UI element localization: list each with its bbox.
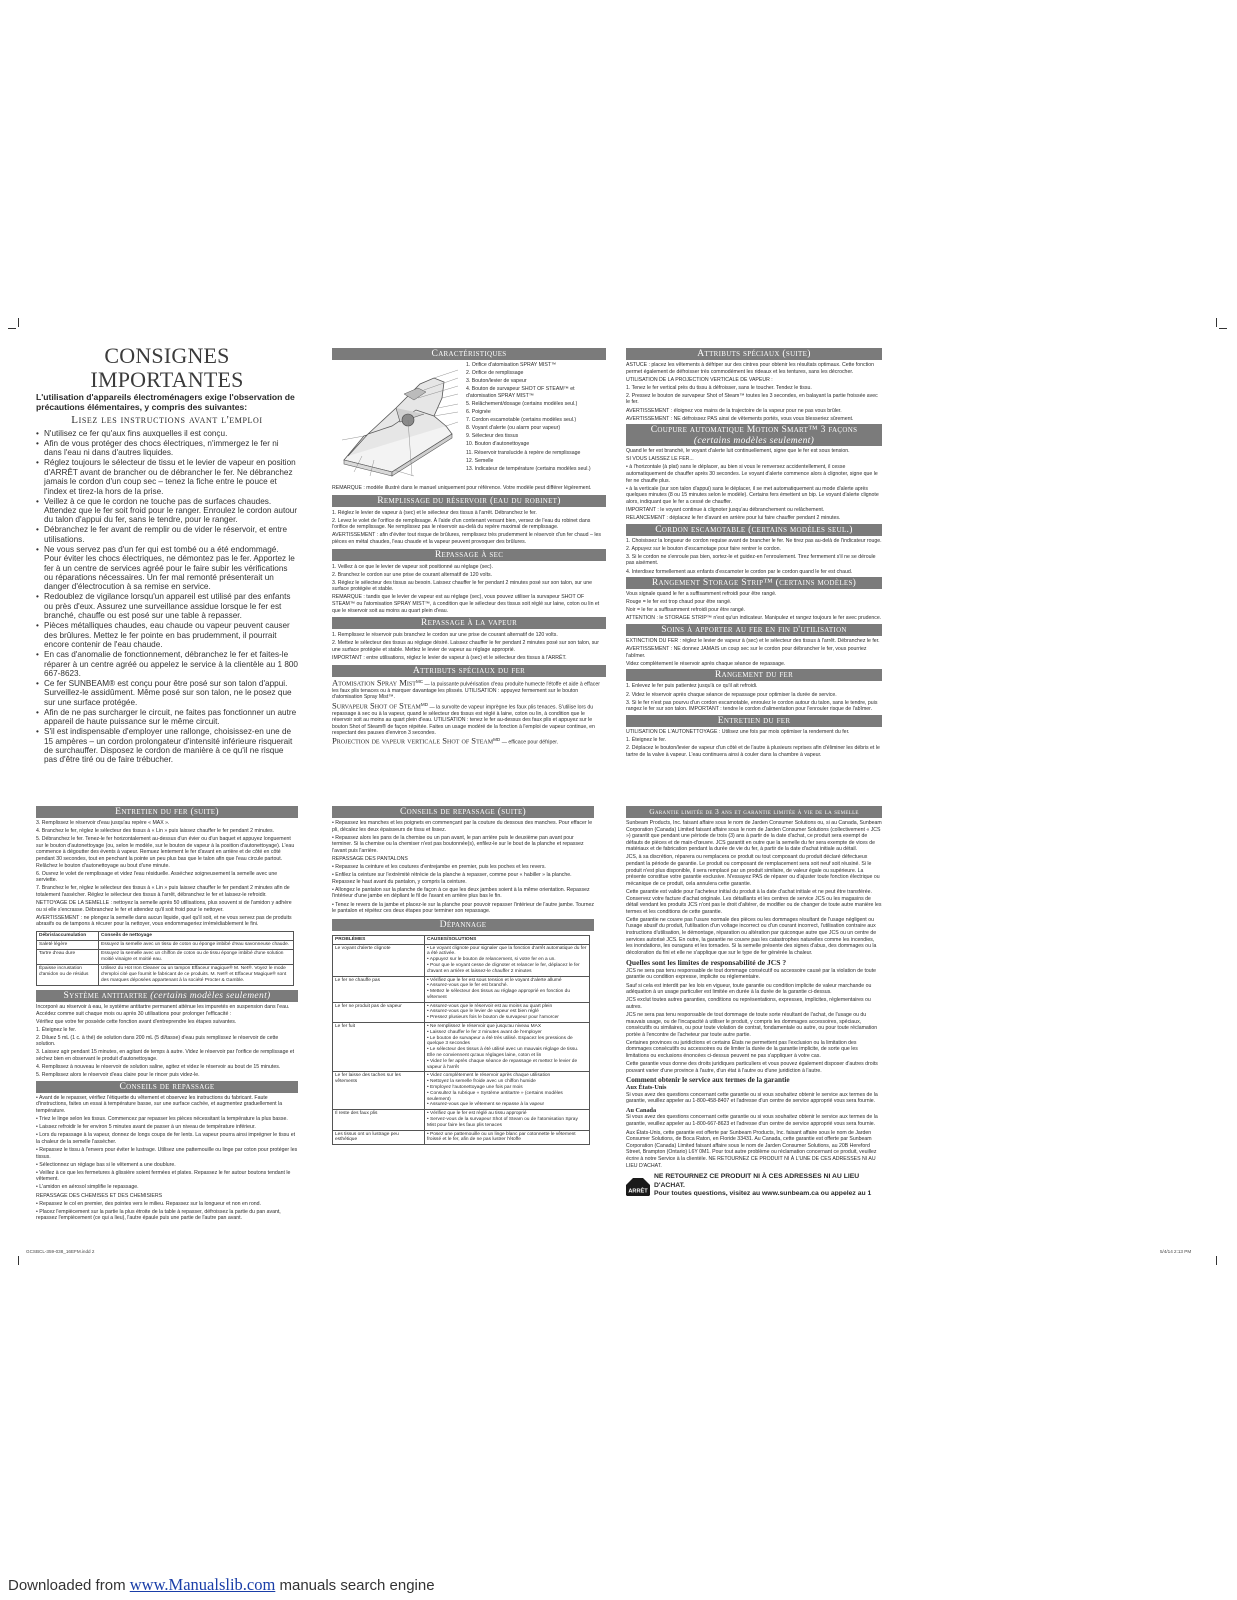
table-cell: Les tissus ont un lustrage peu esthétique — [333, 1130, 425, 1145]
right-column — [626, 348, 882, 760]
maint2-paragraph: 4. Branchez le fer, réglez le sélecteur des tissus à « Lin » puis laissez chauffer le fer pendant 2 minutes. — [36, 828, 275, 835]
maint-paragraph: 2. Déplacez le bouton/levier de vapeur d'un côté et de l'autre à plusieurs reprises afin d'éliminer les débris et le tartre de la valve à vapeur. L'eau continuera ainsi à couler dans la chambre à vapeur. — [626, 744, 880, 758]
crop-mark-top-right — [1216, 318, 1228, 330]
crop-mark-bottom-left — [8, 1256, 20, 1268]
stop-notice — [626, 1173, 882, 1196]
steam-paragraph: 1. Remplissez le réservoir puis branchez le cordon sur une prise de courant alternatif de 120 volts. — [332, 632, 558, 639]
manualslib-link[interactable]: www.Manualslib.com — [129, 1575, 276, 1594]
auto-off-text — [626, 448, 882, 521]
cord-paragraph: 2. Appuyez sur le bouton d'escamotage pour faire rentrer le cordon. — [626, 545, 781, 552]
fill-paragraph: AVERTISSEMENT : afin d'éviter tout risque de brûlures, remplissez très prudemment le réservoir d'un fer chaud – les pièces en métal chaudes, l'eau chaude et la vapeur peuvent provoquer des brûlures. — [332, 532, 601, 545]
dry-paragraph: 3. Réglez le sélecteur des tissus au besoin. Laissez chauffer le fer pendant 2 minutes posé sur son talon, sur une surface protégée et stable. — [332, 579, 593, 593]
warranty-header: Garantie limitée de 3 ans et garantie limitée à vie de la semelle — [626, 806, 882, 818]
trademark-sup: MC — [415, 678, 424, 684]
table-cell: Tartre d'eau dure — [37, 949, 99, 964]
tips-paragraph: • L'amidon en aérosol simplifie le repassage. — [36, 1184, 139, 1191]
table-cell: • Ne remplissez le réservoir que jusqu'au niveau MAX • Laissez chauffer le fer 2 minutes avant de l'employer • Le bouton de survapeur a été très utilisé. Espacez les pressions de quelque 3 secondes • Le sélecteur des tissus à été utilisé avec un mauvais réglage de tissu. Elle ne conviennent qu'aux réglages laine, coton et lin • Videz le fer après chaque séance de repassage et mettez le levier de vapeur à l'arrêt — [425, 1023, 590, 1072]
storage-paragraph: Rouge = le fer est trop chaud pour être rangé. — [626, 599, 732, 606]
store-paragraph: 2. Videz le réservoir après chaque séance de repassage pour optimiser la durée de service. — [626, 691, 837, 698]
care-paragraph: EXTINCTION DU FER : réglez le levier de vapeur à (sec) et le sélecteur des tissus à l'arrêt. Débranchez le fer. — [626, 638, 880, 645]
limits-text — [626, 968, 882, 1074]
table-cell: Il reste des faux plis — [333, 1110, 425, 1130]
print-slug-right: 5/4/14 2:13 PM — [1160, 1249, 1192, 1254]
tips-paragraph: • Sélectionnez un réglage bas si le vêtement a une doublure. — [36, 1161, 176, 1168]
cord-paragraph: 1. Choisissez la longueur de cordon requise avant de brancher le fer. Ne tirez pas au-delà de l'indicateur rouge. — [626, 537, 882, 544]
tips2-paragraph: • Repassez la ceinture et les coutures d'entrejambe en premier, puis les poches et les revers. — [332, 864, 546, 871]
ca-text: Si vous avez des questions concernant cette garantie ou si vous souhaitez obtenir le service aux termes de la garantie, veuillez appeler au 1-800-667-8623 et l'adresse d'un centre de service approprié vous sera fournie. — [626, 1114, 878, 1127]
fill-paragraph: 2. Levez le volet de l'orifice de remplissage. À l'aide d'un contenant versant bien, versez de l'eau du robinet dans l'orifice de remplissage. Ne remplissez pas le réservoir au-delà du repère maximal de remplissage. — [332, 517, 591, 531]
storage-paragraph: ATTENTION : le STORAGE STRIP™ n'est qu'un indicateur. Manipulez et rangez toujours le fer avec prudence. — [626, 615, 882, 622]
feature-item: 7. Cordon escamotable (certains modèles seul.) — [466, 417, 577, 424]
safety-item: • Veillez à ce que le cordon ne touche pas de surfaces chaudes. Attendez que le fer soit froid pour le ranger. Enroulez le cordon autour du talon d'appui du fer, sans le tendre, pour le ranger. — [36, 497, 298, 525]
features-header: Caractéristiques — [332, 348, 606, 360]
feature-item: 6. Poignée — [466, 409, 491, 416]
special2-paragraph: AVERTISSEMENT : NE défroissez PAS ainsi de vêtements portés, vous vous blesseriez sûrement. — [626, 415, 854, 422]
warranty-paragraph: JCS, à sa discrétion, réparera ou remplacera ce produit ou tout composant du produit déclaré défectueux pendant la période de garantie. Le produit ou composant de remplacement sera soit neuf soit réusiné. Si le produit n'est plus disponible, il sera remplacé par un produit similaire, de valeur égale ou supérieure. La présente constitue votre garantie exclusive. N'essayez PAS de réparer ou d'ajuster toute fonction électrique ou mécanique de ce produit, cela annulera cette garantie. — [626, 854, 880, 887]
table-cell: Le fer laisse des taches sur les vêtements — [333, 1072, 425, 1110]
crop-mark-bottom-right — [1216, 1256, 1228, 1268]
table-header-cell: Conseils de nettoyage — [99, 931, 294, 940]
table-header-cell: PROBLÈMES — [333, 935, 425, 944]
special2-header: Attributs spéciaux (suite) — [626, 348, 882, 360]
warranty-text — [626, 820, 882, 956]
trademark-sup: MD — [420, 701, 429, 707]
feature-item: 1. Orifice d'atomisation SPRAY MIST™ — [466, 362, 557, 368]
table-row — [37, 949, 294, 964]
special-feature-heading: Projection de vapeur verticale Shot of Steam — [332, 736, 494, 747]
dry-header: Repassage à sec — [332, 549, 606, 561]
auto-off-paragraph: • à l'horizontale (à plat) sans le déplacer, au bien si vous le renversez accidentellement, il cesse automatiquement de chauffer après 30 secondes. Le voyant d'alerte commence alors à clignoter, signe que le fer ne chauffe plus. — [626, 464, 878, 484]
service-title: Comment obtenir le service aux termes de la garantie — [626, 1075, 790, 1084]
safety-item: • En cas d'anomalie de fonctionnement, débranchez le fer et faites-le réparer à un centre agréé ou appelez le service à la clientèle au 1 800 667-8623. — [36, 650, 298, 678]
tips-text — [36, 1095, 298, 1222]
maint-paragraph: 1. Éteignez le fer. — [626, 736, 667, 743]
footer-suffix: manuals search engine — [275, 1577, 435, 1594]
maint2-paragraph: 6. Ouvrez le volet de remplissage et videz l'eau résiduelle. Asséchez soigneusement la semelle avec une serviette. — [36, 870, 278, 884]
special2-paragraph: 2. Pressez le bouton de survapeur Shot of Steam™ toutes les 3 secondes, en balayant la partie froissée avec le fer. — [626, 392, 878, 406]
table-cell: • Vérifiez que le fer est sous tension et le voyant d'alerte allumé • Assurez-vous que le fer est branché. • Mettez le sélecteur des tissus au réglage approprié en fonction du vêtement — [425, 976, 590, 1002]
storage-header: Rangement Storage Strip™ (certains modèles) — [626, 577, 882, 589]
maint2-paragraph: AVERTISSEMENT : ne plongez la semelle dans aucun liquide, quel qu'il soit, et ne vous servez pas de produits abrasifs ou de tampons à récurer pour la nettoyer, vous endommageriez irrémédiablement le fini. — [36, 914, 292, 928]
special2-text — [626, 362, 882, 422]
special-feature-text: — efficace pour défriper. — [500, 740, 559, 747]
safety-item: • Ne vous servez pas d'un fer qui est tombé ou a été endommagé. Pour éviter les chocs électriques, ne démontez pas le fer. Apportez le fer à un centre de services agréé pour le faire subir les vérifications ou réparations nécessaires. Un fer mal remonté présenterait un danger d'électrocution à sa remise en service. — [36, 545, 298, 592]
tips-paragraph: • Repassez le col en premier, des pointes vers le milieu. Repassez sur la longueur et non en rond. — [36, 1200, 261, 1207]
table-row — [37, 940, 294, 949]
store-paragraph: 1. Enlevez le fer puis patientez jusqu'à ce qu'il ait refroidi. — [626, 683, 758, 690]
features-list — [466, 362, 606, 474]
safety-item: • N'utilisez ce fer qu'aux fins auxquelles il est conçu. — [36, 429, 298, 438]
tips2-header: Conseils de repassage (suite) — [332, 806, 594, 818]
care-header: Soins à apporter au fer en fin d'utilisation — [626, 624, 882, 636]
fill-header: Remplissage du réservoir (eau du robinet) — [332, 495, 606, 507]
safety-item: • Ce fer SUNBEAM® est conçu pour être posé sur son talon d'appui. Surveillez-le assidûment. Même posé sur son talon, ne le posez que sur une surface protégée. — [36, 679, 298, 707]
feature-item: 5. Relâchement/dosage (certains modèles seul.) — [466, 400, 578, 407]
special-features — [332, 679, 606, 747]
table-row — [37, 964, 294, 985]
crop-mark-top-left — [8, 318, 20, 330]
cord-paragraph: 3. Si le cordon ne s'enroule pas bien, sortez-le et guidez-en l'enroulement. Tirez fermement s'il ne se déroule pas aisément. — [626, 553, 876, 567]
cord-paragraph: 4. Interdisez formellement aux enfants d'escamoter le cordon par le cordon quand le fer est chaud. — [626, 568, 853, 575]
storage-paragraph: Noir = le fer a suffisamment refroidi pour être rangé. — [626, 607, 746, 614]
anticalc-paragraph: Vérifiez que votre fer possède cette fonction avant d'entreprendre les étapes suivantes. — [36, 1018, 237, 1025]
tips-paragraph: • Triez le linge selon les tissus. Commencez par repasser les pièces nécessitant la température la plus basse. — [36, 1116, 288, 1123]
feature-item: 12. Semelle — [466, 457, 494, 464]
feature-item: 13. Indicateur de température (certains modèles seul.) — [466, 465, 591, 472]
auto-off-paragraph: RELANCEMENT : déplacez le fer d'avant en arrière pour lui faire chauffer pendant 2 minutes. — [626, 515, 841, 522]
safety-item: • Pièces métalliques chaudes, eau chaude ou vapeur peuvent causer des brûlures. Mettez le fer pointe en bas prudemment, il pourrait encore contenir de l'eau chaude. — [36, 621, 298, 649]
special2-paragraph: 1. Tenez le fer vertical près du tissu à défroisser, sans le toucher. Tendez le tissu. — [626, 384, 812, 391]
special-feature-heading: Survapeur Shot of Steam — [332, 700, 421, 711]
table-cell: • Le voyant clignote pour signaler que la fonction d'arrêt automatique du fer a été activée. • Appuyez sur le bouton de relancement, si votre fer en a un. • Pour que le voyant cesse de clignoter et relancer le fer, déplacez le fer d'avant en arrière et laissez-le chauffer 2 minutes — [425, 944, 590, 976]
anticalc-paragraph: Incorporé au réservoir à eau, le système antitartre permanent atténue les impuretés en suspension dans l'eau. Accédez comme suit chaque mois ou après 30 utilisations pour prolonger l'efficacité : — [36, 1003, 290, 1017]
bottom-middle-column — [332, 806, 594, 1186]
care-text — [626, 638, 882, 667]
tips2-paragraph: • Tenez le revers de la jambe et placez-le sur la planche pour pouvoir repasser l'intérieur de l'autre jambe. Tournez le pantalon et répétez ces deux étapes pour terminer son repassage. — [332, 901, 594, 915]
iron-illustration — [334, 364, 462, 482]
special-header: Attributs spéciaux du fer — [332, 665, 606, 677]
limits-paragraph: JCS ne sera pas tenu responsable de tout dommage de toute sorte résultant de l'achat, de l'usage ou du mauvais usage, ou de l'incapacité à utiliser le produit, y compris les dommages accessoires, spéciaux, consécutifs ou similaires, ou pour toute violation de contrat, fondamentale ou autre, ou pour toute réclamation portée à l'encontre de l'acheteur par toute autre partie. — [626, 1011, 878, 1038]
table-row — [333, 1110, 590, 1130]
limits-paragraph: Certaines provinces ou juridictions et certains États ne permettent pas l'exclusion ou la limitation des dommages consécutifs ou accessoires ou de limiter la durée de la garantie implicite, de sorte que les limitations ou exclusions énoncées ci-dessus peuvent ne pas s'appliquer à votre cas. — [626, 1039, 858, 1059]
table-cell: Essuyez la semelle avec un chiffon de coton ou de tissu éponge imbibé d'une solution moitié vinaigre et moitié eau. — [99, 949, 294, 964]
limits-paragraph: JCS exclut toutes autres garanties, conditions ou représentations, expresses, implicites, réglementaires ou autres. — [626, 997, 871, 1010]
left-column — [36, 344, 298, 764]
anticalc-text — [36, 1004, 298, 1079]
trademark-sup: MD — [493, 737, 501, 743]
special2-paragraph: UTILISATION DE LA PROJECTION VERTICALE DE VAPEUR : — [626, 376, 773, 383]
maint2-paragraph: 3. Remplissez le réservoir d'eau jusqu'au repère « MAX ». — [36, 820, 170, 826]
svg-text:ARRÊT: ARRÊT — [628, 1188, 648, 1195]
dry-paragraph: 2. Branchez le cordon sur une prise de courant alternatif de 120 volts. — [332, 571, 493, 578]
table-cell: Épaisse incrustation d'amidon ou de résidus — [37, 964, 99, 985]
tips-paragraph: • Lors du repassage à la vapeur, donnez de longs coups de fer lents. La vapeur pourra ainsi imprégner le tissu et la chaleur de la semelle l'assécher. — [36, 1132, 296, 1145]
tips-paragraph: • Avant de le repasser, vérifiez l'étiquette du vêtement et observez les instructions du fabricant. Faute d'instructions, faites un essai à température basse, sur une surface cachée, et augmentez graduellement la température. — [36, 1094, 283, 1115]
bottom-right-column — [626, 806, 882, 1196]
anticalc-paragraph: 4. Remplissez à nouveau le réservoir de solution saline, agitez et videz le réservoir au bout de 15 minutes. — [36, 1064, 281, 1071]
tips-paragraph: • Placez l'empiècement sur la partie la plus étroite de la table à repasser, défroissez la partie du pan avant, repassez l'empiècement (ce qui a lieu), l'autre épaule puis une partie de l'autre pan avant. — [36, 1208, 281, 1222]
intro-text: L'utilisation d'appareils électroménagers exige l'observation de précautions élémentaires, y compris des suivantes: — [36, 392, 295, 412]
limits-paragraph: Cette garantie vous donne des droits juridiques particuliers et vous pouvez également disposer d'autres droits pouvant varier d'une province à l'autre, d'un état à l'autre ou d'une juridiction à l'autre. — [626, 1061, 878, 1074]
tips2-text — [332, 820, 594, 915]
safety-item: • S'il est indispensable d'employer une rallonge, choisissez-en une de 15 ampères – un cordon prolongateur d'intensité inférieure risquerait de surchauffer. Disposez le cordon de manière à ce qu'il ne risque pas d'être tiré ou de faire trébucher. — [36, 727, 298, 764]
feature-item: 10. Bouton d'autonettoyage — [466, 441, 530, 448]
tips2-paragraph: REPASSAGE DES PANTALONS — [332, 855, 408, 862]
maint-paragraph: UTILISATION DE L'AUTONETTOYAGE : Utilisez une fois par mois optimiser la rendement du fer. — [626, 728, 850, 735]
warranty-paragraph: Cette garantie est valide pour l'acheteur initial du produit à la date d'achat initiale et ne peut être transférée. Conservez votre facture d'achat originale. Les détaillants et les centres de service JCS ou les magasins de détail vendant les produits JCS n'ont pas le droit d'altérer, de modifier ou de changer de toute autre manière les termes et les conditions de cette garantie. — [626, 888, 882, 915]
auto-off-paragraph: IMPORTANT : le voyant continue à clignoter jusqu'au débranchement ou relâchement. — [626, 507, 825, 513]
auto-off-paragraph: • à la verticale (sur son talon d'appui) sans le déplacer, il se met automatiquement au mode d'alerte après quelques minutes (8 ou 15 minutes selon le modèle). Certains fers émettent un bip. Le voyant d'alerte clignote alors, indiquant que le fer a cessé de chauffer. — [626, 485, 879, 505]
tips2-paragraph: • Allongez le pantalon sur la planche de façon à ce que les deux jambes soient à la même orientation. Repassez l'intérieur d'une jambe en dépliant le fil de l'avant en arrière plus bas le fin. — [332, 886, 590, 900]
table-cell: • Videz complètement le réservoir après chaque utilisation • Nettoyez la semelle froide avec un chiffon humide • Employez l'autonettoyage une fois par mois • Consultez la rubrique « Système antitartre » (certains modèles seulement) • Assurez-vous que le vêtement se repasse à la vapeur — [425, 1072, 590, 1110]
page-title: CONSIGNES IMPORTANTES — [90, 344, 244, 392]
tips2-paragraph: • Enfilez la ceinture sur l'extrémité rétrécie de la planche à repasser, comme pour « habiller » la planche. Repassez le haut avant du pantalon, y compris la ceinture. — [332, 872, 572, 885]
tips-header: Conseils de repassage — [36, 1081, 298, 1093]
ca-title: Au Canada — [626, 1106, 657, 1114]
maint-header: Entretien du fer — [626, 715, 882, 727]
table-row — [333, 1130, 590, 1145]
trouble-header: Dépannage — [332, 919, 594, 931]
special2-paragraph: AVERTISSEMENT : éloignez vos mains de la trajectoire de la vapeur pour ne pas vous brûler. — [626, 407, 842, 414]
maint-text — [626, 729, 882, 758]
feature-item: 11. Réservoir translucide à repère de remplissage — [466, 449, 581, 456]
safety-item: • Afin de ne pas surcharger le circuit, ne faites pas fonctionner un autre appareil de haute puissance sur le même circuit. — [36, 708, 298, 727]
table-header-row — [333, 935, 590, 944]
special-feature-item — [332, 702, 606, 737]
tips-paragraph: • Repassez le tissu à l'envers pour éviter le lustrage. Utilisez une pattemouille ou linge par coton pour protéger les tissus. — [36, 1147, 298, 1160]
table-row — [333, 1023, 590, 1072]
feature-item: 2. Orifice de remplissage — [466, 370, 524, 377]
cleaning-table — [36, 931, 294, 986]
limits-paragraph: JCS ne sera pas tenu responsable de tout dommage consécutif ou accessoire causé par la violation de toute garantie ou condition expresse, implicite ou réglementaire. — [626, 967, 877, 981]
special-feature-text: — la survolte de vapeur imprègne les faux plis tenaces. S'utilise lors du repassage à sec ou à la vapeur, quand le sélecteur des tissus est réglé à laine, coton ou lin, à condition que le réservoir soit au moins au quart plein d'eau. UTILISATION : tenez le fer au-dessus des faux plis et appuyez sur le bouton Shot of Steam® de façon répétée. Faites un usage modéré de la fonction à l'emploi de vapeur continue, en respectant des pauses d'environ 3 secondes. — [332, 704, 595, 736]
maint2-text — [36, 820, 298, 928]
steam-text — [332, 632, 606, 661]
model-remark: REMARQUE : modèle illustré dans le manuel uniquement pour référence. Votre modèle peut différer légèrement. — [332, 485, 592, 491]
tips2-paragraph: • Repassez les manches et les poignets en commençant par la couture du dessous des manches. Pour effacer le pli, décalez les deux épaisseurs de tissu et lissez. — [332, 820, 593, 833]
dry-paragraph: REMARQUE : tandis que le levier de vapeur est au réglage (sec), vous pouvez utiliser la survapeur SHOT OF STEAM™ ou l'atomisation SPRAY MIST™, à condition que le sélecteur des tissus soit réglé sur laine, coton ou lin et que le réservoir soit au moins au quart plein d'eau. — [332, 594, 600, 614]
storage-paragraph: Vous signale quand le fer a suffisamment refroidi pour être rangé. — [626, 591, 777, 598]
troubleshooting-table — [332, 935, 590, 1146]
table-cell: • Posez une pattemouille ou un linge blanc par cotonnette le vêtement froissé et le fer, afin de ne pas lustrer l'étoffe — [425, 1130, 590, 1145]
fill-paragraph: 1. Réglez le levier de vapeur à (sec) et le sélecteur des tissus à l'arrêt. Débranchez le fer. — [332, 509, 537, 516]
anticalc-paragraph: 5. Remplissez alors le réservoir d'eau claire pour le rincer puis videz-le. — [36, 1072, 200, 1079]
special-feature-item — [332, 679, 606, 701]
dry-text — [332, 564, 606, 615]
steam-header: Repassage à la vapeur — [332, 617, 606, 629]
table-cell: • Assurez-vous que le réservoir est au moins au quart plein • Assurez-vous que le levier de vapeur est bien réglé • Pressez plusieurs fois le bouton de survapeur pour l'amorcer — [425, 1002, 590, 1022]
safety-item: • Réglez toujours le sélecteur de tissu et le levier de vapeur en position d'ARRÊT avant de brancher ou de débrancher le fer. Ne débranchez jamais le cordon d'un coup sec – tenez la fiche entre le pouce et l'index et tirez-la hors de la prise. — [36, 458, 298, 496]
tips-paragraph: • Laissez refroidir le fer environ 5 minutes avant de passer à un niveau de température inférieur. — [36, 1124, 256, 1131]
table-cell: • Vérifiez que le fer est réglé au tissu approprié • Servez-vous de la survapeur Shot of Steam ou de l'atomisation Spray Mist pour faire les faux plis tenaces — [425, 1110, 590, 1130]
cord-text — [626, 538, 882, 575]
fill-text — [332, 510, 606, 546]
table-cell: Le fer ne chauffe pas — [333, 976, 425, 1002]
anticalc-paragraph: 3. Laissez agir pendant 15 minutes, en agitant de temps à autre. Videz le réservoir par l'orifice de remplissage et séchez bien en observant le produit d'autonettoyage. — [36, 1049, 295, 1063]
store-text — [626, 683, 882, 712]
table-row — [333, 1072, 590, 1110]
warranty-paragraph: Cette garantie ne couvre pas l'usure normale des pièces ou les dommages résultant de l'usage négligent ou l'usage abusif du produit, l'utilisation d'un voltage incorrect ou d'un courant incorrect, l'utilisation contraire aux instructions d'utilisation, le démontage, réparation ou altération par quiconque autre que JCS ou un centre de services autorisé JCS. En outre, la garantie ne couvre pas les catastrophes naturelles comme les incendies, les inondations, les ouragans et les tornades. Si la semelle présente des signes d'abus, des dommages ou la décoloration du fini et elle ne s'applique que sur le type de fer générée la chaleur. — [626, 916, 877, 956]
steam-paragraph: 2. Mettez le sélecteur des tissus au réglage désiré. Laissez chauffer le fer pendant 2 minutes posé sur son talon, sur une surface protégée et stable. Mettez le levier de vapeur au réglage approprié. — [332, 640, 599, 653]
feature-item: 4. Bouton de survapeur SHOT OF STEAM™ et d'atomisation SPRAY MIST™ — [466, 386, 575, 399]
tips2-paragraph: • Repassez alors les pans de la chemise ou un pan avant, le pan arrière puis le deuxième pan avant pour terminer. Si la chemise ou la chemiser n'est pas boutonnée(s), enfilez-le sur le bout de la planche et repassez l'avant puis l'arrière. — [332, 834, 584, 854]
special-feature-heading: Atomisation Spray Mist — [332, 677, 416, 688]
maint2-header: Entretien du fer (suite) — [36, 806, 298, 818]
footer-prefix: Downloaded from — [8, 1577, 130, 1594]
middle-column — [332, 348, 606, 760]
auto-off-paragraph: SI VOUS LAISSEZ LE FER... — [626, 456, 694, 463]
bottom-left-column — [36, 806, 298, 1226]
limits-title: Quelles sont les limites de responsabilité de JCS ? — [626, 957, 787, 967]
anticalc-paragraph: 1. Éteignez le fer. — [36, 1026, 77, 1033]
table-row — [333, 944, 590, 976]
maint2-paragraph: NETTOYAGE DE LA SEMELLE : nettoyez la semelle après 50 utilisations, plus souvent si de l'amidon y adhère ou si elle s'encrasse. Débranchez le fer et attendez qu'il soit froid pour le nettoyer. — [36, 900, 292, 913]
anticalc-header: Système antitartre (certains modèles seulement) — [36, 990, 298, 1002]
download-footer — [8, 1575, 435, 1595]
special-feature-item — [332, 737, 606, 746]
table-cell: Utilisez du Hot Iron Cleaner ou un tampon Effaceur magique® M. Net®. Voyez le mode d'emploi cité que fournit le fabricant de ce produits. M. Net® et Effaceur Magique® sont des marques déposées appartenant à la société Procter & Gamble. — [99, 964, 294, 985]
table-row — [333, 1002, 590, 1022]
safety-item: • Redoublez de vigilance lorsqu'un appareil est utilisé par des enfants ou près d'eux. Assurez une surveillance assidue lorsque le fer est branché, chauffe ou est posé sur une table à repasser. — [36, 592, 298, 620]
stop-line-1: NE RETOURNEZ CE PRODUIT NI À CES ADRESSES NI AU LIEU D'ACHAT. — [654, 1173, 860, 1189]
limits-paragraph: Sauf si cela est interdit par les lois en vigueur, toute garantie ou condition implicite de valeur marchande ou adéquation à un usage particulier est limitée en durée à la durée de la garantie ci-dessus. — [626, 982, 872, 996]
auto-off-header: Coupure automatique Motion Smart™ 3 façons (certains modèles seulement) — [626, 424, 882, 446]
care-paragraph: Videz complètement le réservoir après chaque séance de repassage. — [626, 660, 786, 667]
feature-item: 9. Sélecteur des tissus — [466, 433, 519, 440]
storage-text — [626, 591, 882, 622]
read-instructions: Lisez les instructions avant l'emploi — [71, 414, 263, 426]
safety-list — [36, 429, 298, 764]
special2-paragraph: ASTUCE : placez les vêtements à défriper sur des cintres pour obtenir les résultats optimaux. Cette fonction permet également de défroisser très commodément les rideaux et les tentures, sans les décrocher. — [626, 362, 874, 375]
steam-paragraph: IMPORTANT : entre utilisations, réglez le levier de vapeur à (sec) et le sélecteur des tissus à l'ARRÊT. — [332, 655, 567, 661]
table-row — [333, 976, 590, 1002]
warranty-paragraph: Sunbeam Products, Inc. faisant affaire sous le nom de Jarden Consumer Solutions ou, si au Canada, Sunbeam Corporation (Canada) Limited faisant affaire sous le nom de Jarden Consumer Solutions (collectivement « JCS ») garantit que pendant une période de trois (3) ans à partir de la date d'achat, ce produit sera exempt de défauts de pièces et de main-d'œuvre. JCS garantit en outre que la semelle du fer sera exempte de vices de matériaux et de fabrication pendant la durée de vie du fer, à partir de la date d'achat initiale au détail. — [626, 820, 882, 853]
table-cell: Essuyez la semelle avec un tissu de coton ou éponge imbibé d'eau savonneuse chaude. — [99, 940, 294, 949]
us-text: Si vous avez des questions concernant cette garantie ou si vous souhaitez obtenir le service aux termes de la garantie, veuillez appeler au 1-800-458-8407 et l'adresse d'un centre de service approprié vous sera fournie. — [626, 1091, 878, 1105]
feature-item: 3. Bouton/levier de vapeur — [466, 378, 527, 385]
auto-off-paragraph: Quand le fer est branché, le voyant d'alerte luit continuellement, signe que le fer est sous tension. — [626, 448, 850, 455]
table-cell: Le voyant d'alerte clignote — [333, 944, 425, 976]
table-header-cell: CAUSES/SOLUTIONS — [425, 935, 590, 944]
table-header-cell: Débris/accumulation — [37, 931, 99, 940]
tips-paragraph: • Veillez à ce que les fermetures à glissière soient fermées et plates. Repassez le fer autour boutons tendant le vêtement. — [36, 1169, 291, 1183]
table-cell: Le fer ne produit pas de vapeur — [333, 1002, 425, 1022]
address-text: Aux États-Unis, cette garantie est offerte par Sunbeam Products, Inc. faisant affaire sous le nom de Jarden Consumer Solutions, de Boca Raton, en Floride 33431. Au Canada, cette garantie est offerte par Sunbeam Corporation (Canada) Limited faisant affaire sous le nom de Jarden Consumer Solutions, au 20B Hereford Street, Brampton (Ontario) L6Y 0M1. Pour tout autre problème ou réclamation concernant ce produit, veuillez écrire à notre Service à la clientèle. NE RETOURNEZ CE PRODUIT NI À L'UNE DE CES ADRESSES NI AU LIEU D'ACHAT. — [626, 1129, 877, 1169]
dry-paragraph: 1. Veillez à ce que le levier de vapeur soit positionné au réglage (sec). — [332, 563, 493, 570]
store-header: Rangement du fer — [626, 669, 882, 681]
cord-header: Cordon escamotable (certains modèles seul.) — [626, 524, 882, 536]
anticalc-paragraph: 2. Diluez 5 mL (1 c. à thé) de solution dans 200 mL (5 dl/tasse) d'eau puis remplissez le réservoir de cette solution. — [36, 1034, 279, 1048]
store-paragraph: 3. Si le fer n'est pas pourvu d'un cordon escamotable, enroulez le cordon autour du talon, sans le tendre, puis rangez le fer sur son talon. IMPORTANT : tendre le cordon d'alimentation pour l'enrouler risque de l'abîmer. — [626, 699, 878, 713]
print-slug-left: GCSBCL-359-038_16EFM.indd 2 — [26, 1249, 95, 1254]
stop-sign-icon — [626, 1178, 650, 1196]
care-paragraph: AVERTISSEMENT : NE donnez JAMAIS un coup sec sur le cordon pour débrancher le fer, vous pourriez l'abîmer. — [626, 646, 867, 659]
safety-item: • Afin de vous protéger des chocs électriques, n'immergez le fer ni dans l'eau ni dans d'autres liquides. — [36, 439, 298, 458]
feature-item: 8. Voyant d'alerte (ou alarm pour vapeur) — [466, 425, 561, 432]
table-cell: Le fer fuit — [333, 1023, 425, 1072]
table-header-row — [37, 931, 294, 940]
special-feature-text: — la puissante pulvérisation d'eau produite humecte l'étoffe et aide à effacer les faux plis tenaces ou à marquer davantage les plissés. UTILISATION : appuyez fermement sur le bouton d'atomisation Spray Mist™. — [332, 681, 600, 701]
maint2-paragraph: 5. Débranchez le fer. Tenez-le fer horizontalement au-dessus d'un évier ou d'un baquet et appuyez longuement sur le bouton d'autonettoyage (ou, selon le modèle, sur le bouton de vapeur à la position d'autonettoyage). L'eau commence à dégoutter des évents à vapeur. Remuez lentement le fer d'avant en arrière et de côté en côté pendant 30 secondes, tout en penchant la pointe un peu plus bas que le talon afin que l'eau circule partout. Relâchez le bouton d'autonettoyage au bout d'une minute. — [36, 836, 295, 869]
table-cell: Saleté légère — [37, 940, 99, 949]
tips-paragraph: REPASSAGE DES CHEMISES ET DES CHEMISIERS — [36, 1192, 163, 1199]
maint2-paragraph: 7. Branchez le fer, réglez le sélecteur des tissus à « Lin » puis laissez chauffer le fer pendant 2 minutes afin de totalement l'assécher. Réglez le sélecteur des tissus à l'arrêt, débranchez le fer et laissez-le refroidir. — [36, 885, 290, 898]
stop-line-2: Pour toutes questions, visitez au www.sunbeam.ca ou appelez au 1 — [654, 1189, 872, 1196]
safety-item: • Débranchez le fer avant de remplir ou de vider le réservoir, et entre utilisations. — [36, 525, 298, 544]
us-title: Aux États-Unis — [626, 1084, 667, 1092]
